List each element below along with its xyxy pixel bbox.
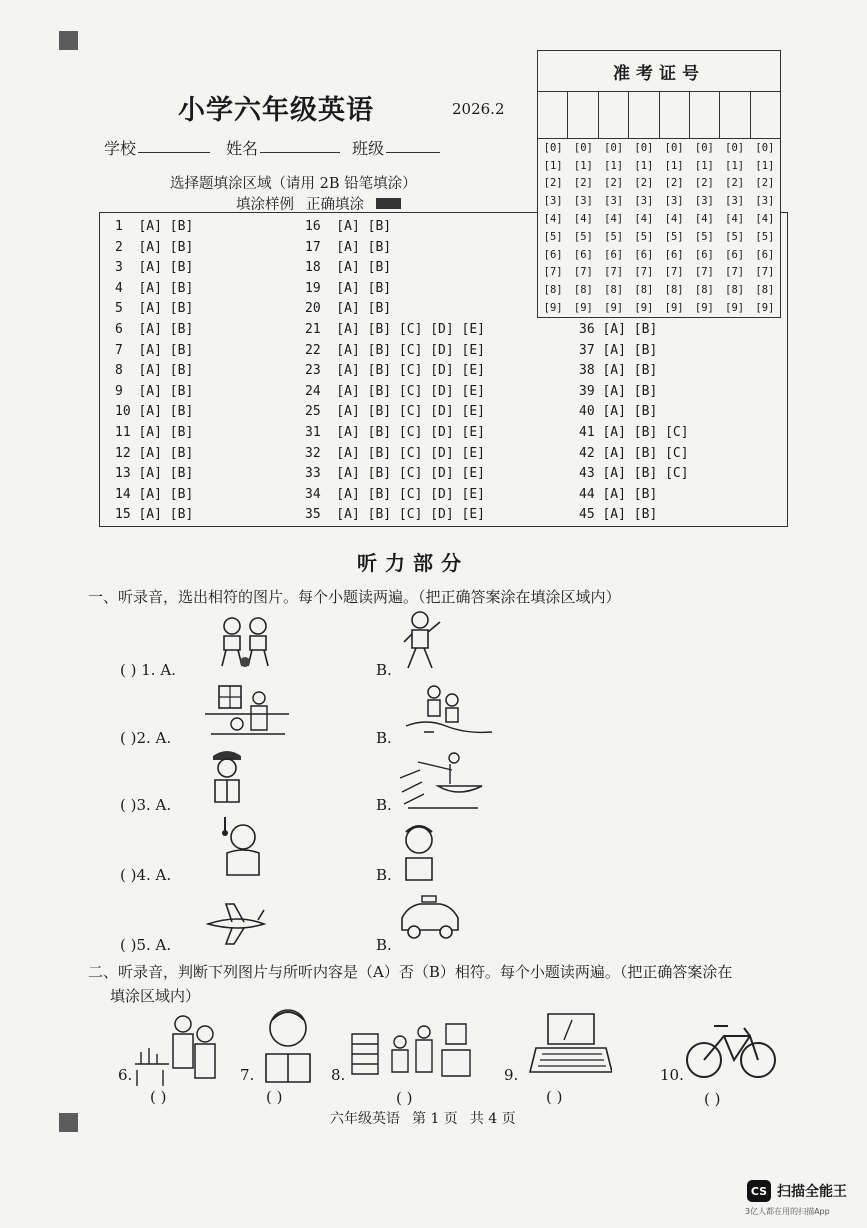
digit-bubble[interactable]: [5] bbox=[694, 230, 714, 243]
digit-bubble[interactable]: [0] bbox=[694, 141, 714, 154]
part1-item-3-b: B. bbox=[376, 796, 392, 814]
digit-bubble[interactable]: [7] bbox=[604, 266, 624, 279]
footer-total: 共 4 页 bbox=[469, 1111, 516, 1127]
digit-bubble[interactable]: [3] bbox=[694, 195, 714, 208]
answer-row[interactable]: 4 [A] [B] bbox=[115, 280, 194, 296]
picture-4b-girl-sad bbox=[398, 822, 440, 884]
digit-bubble[interactable]: [9] bbox=[634, 302, 654, 315]
digit-bubble[interactable]: [7] bbox=[543, 266, 563, 279]
answer-row[interactable]: 14 [A] [B] bbox=[115, 486, 194, 502]
fill-area-hint: 选择题填涂区域（请用 2B 铅笔填涂） bbox=[170, 176, 417, 192]
digit-bubble[interactable]: [8] bbox=[604, 284, 624, 297]
answer-row[interactable]: 11 [A] [B] bbox=[115, 425, 194, 440]
digit-bubble[interactable]: [7] bbox=[755, 266, 775, 279]
student-info-row bbox=[104, 136, 440, 159]
digit-row bbox=[538, 246, 780, 264]
answer-row[interactable]: 39 [A] [B] bbox=[579, 383, 658, 399]
answer-row[interactable]: 21 [A] [B] [C] [D] [E] bbox=[305, 322, 486, 337]
answer-row[interactable]: 13 [A] [B] bbox=[115, 466, 194, 482]
digit-bubble[interactable]: [6] bbox=[543, 248, 563, 261]
answer-row[interactable]: 20 [A] [B] bbox=[305, 301, 392, 317]
digit-bubble[interactable]: [4] bbox=[725, 213, 745, 226]
digit-bubble[interactable]: [9] bbox=[573, 302, 593, 315]
digit-bubble[interactable]: [6] bbox=[664, 248, 684, 261]
answer-row[interactable]: 8 [A] [B] bbox=[115, 363, 194, 379]
digit-bubble[interactable]: [1] bbox=[694, 159, 714, 172]
digit-bubble[interactable]: [5] bbox=[725, 230, 745, 243]
answer-row[interactable]: 9 [A] [B] bbox=[115, 383, 194, 399]
picture-8-library-scene bbox=[350, 1020, 474, 1082]
digit-bubble[interactable]: [3] bbox=[543, 195, 563, 208]
part2-instruction-line2: 填涂区域内） bbox=[110, 987, 201, 1005]
part2-number-10: 10. bbox=[660, 1066, 684, 1084]
digit-bubble[interactable]: [7] bbox=[664, 266, 684, 279]
exam-number-digit-grid[interactable] bbox=[538, 139, 780, 317]
answer-row[interactable]: 23 [A] [B] [C] [D] [E] bbox=[305, 363, 486, 379]
digit-bubble[interactable]: [5] bbox=[604, 230, 624, 243]
digit-bubble[interactable]: [5] bbox=[664, 230, 684, 243]
part1-item-1-a[interactable]: ( ) 1. A. bbox=[120, 661, 176, 679]
digit-bubble[interactable]: [5] bbox=[573, 230, 593, 243]
school-field[interactable] bbox=[138, 136, 210, 153]
digit-bubble[interactable]: [5] bbox=[543, 230, 563, 243]
digit-row bbox=[538, 175, 780, 193]
digit-bubble[interactable]: [6] bbox=[694, 248, 714, 261]
digit-bubble[interactable]: [2] bbox=[604, 177, 624, 190]
digit-bubble[interactable]: [2] bbox=[694, 177, 714, 190]
answer-row[interactable]: 32 [A] [B] [C] [D] [E] bbox=[305, 445, 486, 461]
digit-bubble[interactable]: [2] bbox=[664, 177, 684, 190]
answer-row[interactable]: 7 [A] [B] bbox=[115, 342, 194, 358]
section-title: 听力部分 bbox=[357, 551, 469, 575]
picture-2a-family-room bbox=[205, 684, 291, 740]
part1-item-3-a[interactable]: ( )3. A. bbox=[120, 796, 172, 814]
digit-row bbox=[538, 264, 780, 282]
part2-answer-7[interactable]: ( ) bbox=[266, 1088, 283, 1106]
answer-row[interactable]: 2 [A] [B] bbox=[115, 239, 194, 255]
digit-bubble[interactable]: [4] bbox=[573, 213, 593, 226]
digit-bubble[interactable]: [4] bbox=[634, 213, 654, 226]
digit-bubble[interactable]: [0] bbox=[755, 141, 775, 154]
digit-bubble[interactable]: [9] bbox=[604, 302, 624, 315]
digit-row bbox=[538, 139, 780, 157]
footer-subject: 六年级英语 bbox=[330, 1111, 400, 1127]
digit-bubble[interactable]: [3] bbox=[573, 195, 593, 208]
digit-bubble[interactable]: [2] bbox=[543, 177, 563, 190]
digit-bubble[interactable]: [0] bbox=[664, 141, 684, 154]
picture-3a-police-officer bbox=[207, 746, 247, 808]
part1-item-4-b: B. bbox=[376, 866, 392, 884]
exam-number-write-cells[interactable] bbox=[538, 91, 780, 139]
digit-bubble[interactable]: [3] bbox=[604, 195, 624, 208]
digit-bubble[interactable]: [0] bbox=[725, 141, 745, 154]
answer-row[interactable]: 43 [A] [B] [C] bbox=[579, 466, 689, 482]
picture-5b-taxi bbox=[398, 894, 462, 944]
digit-bubble[interactable]: [7] bbox=[573, 266, 593, 279]
answer-row[interactable]: 33 [A] [B] [C] [D] [E] bbox=[305, 466, 486, 482]
digit-bubble[interactable]: [3] bbox=[755, 195, 775, 208]
digit-bubble[interactable]: [1] bbox=[664, 159, 684, 172]
digit-row bbox=[538, 299, 780, 317]
digit-bubble[interactable]: [6] bbox=[755, 248, 775, 261]
part2-number-9: 9. bbox=[504, 1066, 519, 1084]
fill-example-label: 填涂样例 bbox=[236, 197, 294, 213]
digit-bubble[interactable]: [7] bbox=[694, 266, 714, 279]
part2-instruction-line1: 二、听录音，判断下列图片与所听内容是（A）否（B）相符。每个小题读两遍。（把正确答案涂在 bbox=[88, 963, 733, 981]
page-title: 小学六年级英语 bbox=[178, 95, 374, 126]
answer-row[interactable]: 36 [A] [B] bbox=[579, 322, 658, 337]
digit-bubble[interactable]: [8] bbox=[634, 284, 654, 297]
digit-bubble[interactable]: [9] bbox=[755, 302, 775, 315]
digit-bubble[interactable]: [7] bbox=[634, 266, 654, 279]
part2-number-6: 6. bbox=[118, 1066, 133, 1084]
class-field[interactable] bbox=[386, 136, 440, 153]
school-label: 学校 bbox=[104, 139, 137, 158]
answer-row[interactable]: 10 [A] [B] bbox=[115, 404, 194, 420]
picture-1a-boys-soccer bbox=[212, 612, 278, 670]
answer-row[interactable]: 24 [A] [B] [C] [D] [E] bbox=[305, 383, 486, 399]
digit-bubble[interactable]: [8] bbox=[543, 284, 563, 297]
digit-bubble[interactable]: [2] bbox=[573, 177, 593, 190]
name-label: 姓名 bbox=[226, 139, 259, 158]
picture-2b-kids-hiking bbox=[404, 682, 496, 740]
digit-bubble[interactable]: [9] bbox=[694, 302, 714, 315]
scanner-logo bbox=[747, 1180, 847, 1202]
answer-row[interactable]: 41 [A] [B] [C] bbox=[579, 425, 689, 440]
digit-bubble[interactable]: [8] bbox=[664, 284, 684, 297]
footer-page: 第 1 页 bbox=[412, 1111, 458, 1127]
digit-bubble[interactable]: [8] bbox=[725, 284, 745, 297]
picture-1b-boy-jumping bbox=[398, 610, 448, 672]
answer-row[interactable]: 18 [A] [B] bbox=[305, 260, 392, 276]
digit-bubble[interactable]: [1] bbox=[755, 159, 775, 172]
part2-answer-10[interactable]: ( ) bbox=[704, 1090, 721, 1108]
answer-row[interactable]: 3 [A] [B] bbox=[115, 260, 194, 276]
registration-mark-bottom bbox=[59, 1113, 78, 1132]
digit-bubble[interactable]: [0] bbox=[573, 141, 593, 154]
digit-bubble[interactable]: [2] bbox=[725, 177, 745, 190]
digit-bubble[interactable]: [3] bbox=[725, 195, 745, 208]
answer-row[interactable]: 42 [A] [B] [C] bbox=[579, 445, 689, 461]
scanner-tagline: 3亿人都在用的扫描App bbox=[745, 1207, 830, 1216]
digit-bubble[interactable]: [4] bbox=[664, 213, 684, 226]
digit-bubble[interactable]: [4] bbox=[543, 213, 563, 226]
answer-row[interactable]: 1 [A] [B] bbox=[115, 219, 194, 234]
answer-row[interactable]: 38 [A] [B] bbox=[579, 363, 658, 379]
picture-5a-airplane bbox=[206, 900, 268, 948]
digit-row bbox=[538, 157, 780, 175]
answer-row[interactable]: 34 [A] [B] [C] [D] [E] bbox=[305, 486, 486, 502]
digit-bubble[interactable]: [5] bbox=[755, 230, 775, 243]
digit-bubble[interactable]: [2] bbox=[755, 177, 775, 190]
digit-bubble[interactable]: [9] bbox=[664, 302, 684, 315]
part1-item-5-b: B. bbox=[376, 936, 392, 954]
answer-row[interactable]: 37 [A] [B] bbox=[579, 342, 658, 358]
digit-bubble[interactable]: [1] bbox=[725, 159, 745, 172]
exam-number-title: 准考证号 bbox=[538, 51, 780, 92]
picture-3b-boat-fishing bbox=[398, 748, 484, 810]
picture-9-computer bbox=[528, 1012, 612, 1076]
digit-bubble[interactable]: [9] bbox=[725, 302, 745, 315]
class-label: 班级 bbox=[352, 139, 385, 158]
digit-bubble[interactable]: [1] bbox=[604, 159, 624, 172]
part2-answer-9[interactable]: ( ) bbox=[546, 1088, 563, 1106]
digit-bubble[interactable]: [0] bbox=[634, 141, 654, 154]
part1-item-1-b: B. bbox=[376, 661, 392, 679]
part2-answer-8[interactable]: ( ) bbox=[396, 1089, 413, 1107]
picture-10-bicycle bbox=[684, 1020, 778, 1082]
part1-item-4-a[interactable]: ( )4. A. bbox=[120, 866, 172, 884]
picture-6-scientists-lab bbox=[133, 1012, 223, 1088]
part1-item-2-a[interactable]: ( )2. A. bbox=[120, 729, 172, 747]
part1-item-5-a[interactable]: ( )5. A. bbox=[120, 936, 172, 954]
digit-bubble[interactable]: [6] bbox=[604, 248, 624, 261]
digit-bubble[interactable]: [8] bbox=[694, 284, 714, 297]
digit-bubble[interactable]: [1] bbox=[543, 159, 563, 172]
digit-bubble[interactable]: [7] bbox=[725, 266, 745, 279]
digit-bubble[interactable]: [1] bbox=[573, 159, 593, 172]
picture-7-boy-reading bbox=[262, 1006, 314, 1086]
answer-row[interactable]: 40 [A] [B] bbox=[579, 404, 658, 420]
name-field[interactable] bbox=[260, 136, 340, 153]
part2-number-8: 8. bbox=[331, 1066, 346, 1084]
part2-number-7: 7. bbox=[240, 1066, 255, 1084]
digit-bubble[interactable]: [6] bbox=[573, 248, 593, 261]
digit-bubble[interactable]: [9] bbox=[543, 302, 563, 315]
answer-row[interactable]: 12 [A] [B] bbox=[115, 445, 194, 461]
digit-bubble[interactable]: [3] bbox=[634, 195, 654, 208]
digit-bubble[interactable]: [5] bbox=[634, 230, 654, 243]
digit-bubble[interactable]: [0] bbox=[604, 141, 624, 154]
answer-row[interactable]: 35 [A] [B] [C] [D] [E] bbox=[305, 507, 486, 523]
digit-bubble[interactable]: [3] bbox=[664, 195, 684, 208]
fill-example-correct: 正确填涂 bbox=[306, 197, 364, 213]
digit-row bbox=[538, 192, 780, 210]
answer-row[interactable]: 22 [A] [B] [C] [D] [E] bbox=[305, 342, 486, 358]
answer-row[interactable]: 25 [A] [B] [C] [D] [E] bbox=[305, 404, 486, 420]
answer-row[interactable]: 16 [A] [B] bbox=[305, 219, 392, 234]
cs-badge-icon: CS bbox=[747, 1180, 771, 1202]
digit-bubble[interactable]: [4] bbox=[604, 213, 624, 226]
answer-row[interactable]: 15 [A] [B] bbox=[115, 507, 194, 523]
exam-date: 2026.2 bbox=[452, 100, 505, 118]
digit-row bbox=[538, 281, 780, 299]
answer-row[interactable]: 44 [A] [B] bbox=[579, 486, 658, 502]
digit-bubble[interactable]: [8] bbox=[573, 284, 593, 297]
part1-instruction: 一、听录音，选出相符的图片。每个小题读两遍。（把正确答案涂在填涂区域内） bbox=[88, 588, 621, 606]
digit-bubble[interactable]: [6] bbox=[634, 248, 654, 261]
registration-mark-top bbox=[59, 31, 78, 50]
answer-row[interactable]: 5 [A] [B] bbox=[115, 301, 194, 317]
page-footer bbox=[330, 1108, 516, 1128]
answer-row[interactable]: 19 [A] [B] bbox=[305, 280, 392, 296]
digit-bubble[interactable]: [4] bbox=[755, 213, 775, 226]
digit-bubble[interactable]: [6] bbox=[725, 248, 745, 261]
answer-row[interactable]: 31 [A] [B] [C] [D] [E] bbox=[305, 425, 486, 440]
digit-bubble[interactable]: [8] bbox=[755, 284, 775, 297]
digit-bubble[interactable]: [1] bbox=[634, 159, 654, 172]
answer-row[interactable]: 45 [A] [B] bbox=[579, 507, 658, 523]
digit-bubble[interactable]: [0] bbox=[543, 141, 563, 154]
digit-row bbox=[538, 210, 780, 228]
answer-row[interactable]: 6 [A] [B] bbox=[115, 322, 194, 337]
exam-number-box bbox=[537, 50, 781, 318]
filled-swatch bbox=[376, 198, 401, 209]
digit-row bbox=[538, 228, 780, 246]
part2-answer-6[interactable]: ( ) bbox=[150, 1088, 167, 1106]
digit-bubble[interactable]: [2] bbox=[634, 177, 654, 190]
scanner-app-name: 扫描全能王 bbox=[777, 1184, 847, 1200]
part1-item-2-b: B. bbox=[376, 729, 392, 747]
answer-row[interactable]: 17 [A] [B] bbox=[305, 239, 392, 255]
digit-bubble[interactable]: [4] bbox=[694, 213, 714, 226]
fill-example bbox=[236, 193, 401, 214]
picture-4a-boy-fever bbox=[215, 815, 265, 879]
